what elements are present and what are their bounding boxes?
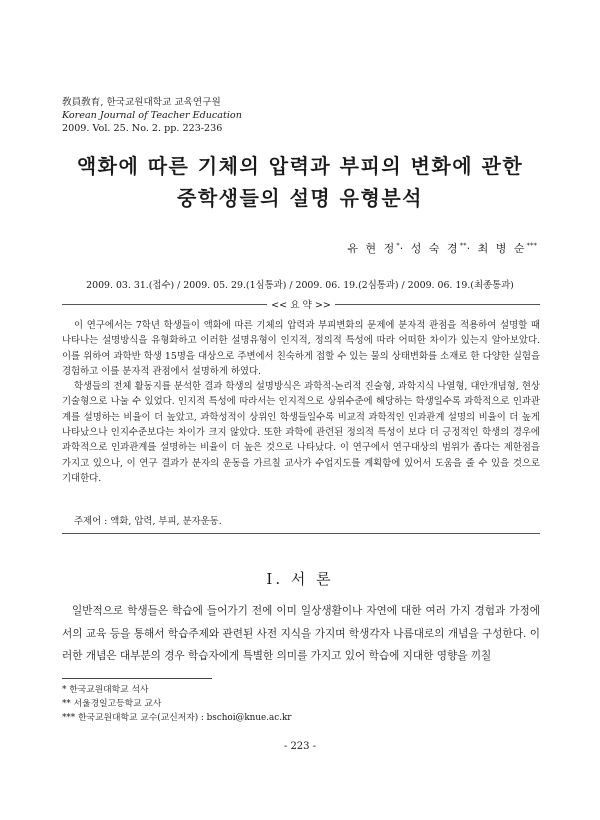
journal-korean-name: 敎員敎育, 한국교원대학교 교육연구원 <box>62 97 221 108</box>
keywords: 주제어 : 액화, 압력, 부피, 분자운동. <box>74 516 222 527</box>
journal-volume-info: 2009. Vol. 25. No. 2. pp. 223-236 <box>62 123 223 134</box>
abstract-heading-label: << 요 약 >> <box>267 300 335 311</box>
abstract-heading <box>62 297 540 311</box>
keywords-divider <box>62 533 540 534</box>
section-heading: Ⅰ. 서 론 <box>266 570 334 588</box>
author-mark: ** <box>459 241 467 250</box>
author-name: 유 현 정 <box>347 242 397 255</box>
journal-header <box>62 96 542 135</box>
abstract-paragraph: 학생들의 전체 활동지를 분석한 결과 학생의 설명방식은 과학적·논리적 진술형, 과학지식 나열형, 대안개념형, 현상기술형으로 나눌 수 있었다. 인지적 특성에 따라서는 인지적으로 상위수준에 해당하는 학생일수록 과학적으로 인과관계를 설명하는 비율이 더 높았고, 과학성적이 상위인 학생들일수록 비교적 과학적인 인과관계 설명의 비율이 더 높게 나타났으나 인지수준보다는 차이가 크지 않았다. 또한 과학에 관련된 정의적 특성이 보다 더 긍정적인 학생의 경우에 과학적으로 인과관계를 설명하는 비율이 더 높은 것으로 나타났다. 이 연구에서 연구대상의 범위가 좁다는 제한점을 가지고 있으나, 이 연구 결과가 분자의 운동을 가르칠 교사가 수업지도를 계획함에 있어서 도움을 줄 수 있을 것으로 기대한다. <box>62 381 540 484</box>
abstract-paragraph: 이 연구에서는 7학년 학생들이 액화에 따른 기체의 압력과 부피변화의 문제에 분자적 관점을 적용하여 설명할 때 나타나는 설명방식을 유형화하고 이러한 설명유형이 인지적, 정의적 특성에 따라 어떠한 차이가 있는지 알아보았다. 이를 위하여 과학반 학생 15명을 대상으로 주변에서 친숙하게 접할 수 있는 물의 상태변화를 소재로 한 다양한 실험을 경험하고 이를 분자적 관점에서 설명하게 하였다. <box>62 320 540 377</box>
author-mark: * <box>396 241 400 250</box>
intro-body <box>62 600 540 668</box>
footnote-divider <box>62 678 212 679</box>
author-separator: · <box>399 242 406 255</box>
author-mark: *** <box>526 241 537 250</box>
footnote: ** 서울경일고등학교 교사 <box>62 699 162 709</box>
paper-title-line-2: 중학생들의 설명 유형분석 <box>177 186 423 210</box>
footnote: *** 한국교원대학교 교수(교신저자) : bschoi@knue.ac.kr <box>62 713 292 723</box>
paper-title-line-1: 액화에 따른 기체의 압력과 부피의 변화에 관한 <box>76 154 524 178</box>
paper-title <box>40 150 560 214</box>
page-number: - 223 - <box>283 741 317 752</box>
author-name: 최 병 순 <box>477 242 527 255</box>
author-list <box>347 240 537 256</box>
author-name: 성 숙 경 <box>410 242 460 255</box>
intro-paragraph: 일반적으로 학생들은 학습에 들어가기 전에 이미 일상생활이나 자연에 대한 여러 가지 경험과 가정에서의 교육 등을 통해서 학습주제와 관련된 사전 지식을 가지며 학생각자 나름대로의 개념을 구성한다. 이러한 개념은 대부분의 경우 학습자에게 특별한 의미를 가지고 있어 학습에 지대한 영향을 끼칠 <box>62 605 540 662</box>
footnotes <box>62 683 292 725</box>
journal-english-name: Korean Journal of Teacher Education <box>62 110 242 121</box>
footnote: * 한국교원대학교 석사 <box>62 685 149 695</box>
abstract-body <box>62 318 540 486</box>
submission-dates: 2009. 03. 31.(접수) / 2009. 05. 29.(1심통과) / 2009. 06. 19.(2심통과) / 2009. 06. 19.(최종통과) <box>86 280 514 291</box>
author-separator: · <box>466 242 473 255</box>
